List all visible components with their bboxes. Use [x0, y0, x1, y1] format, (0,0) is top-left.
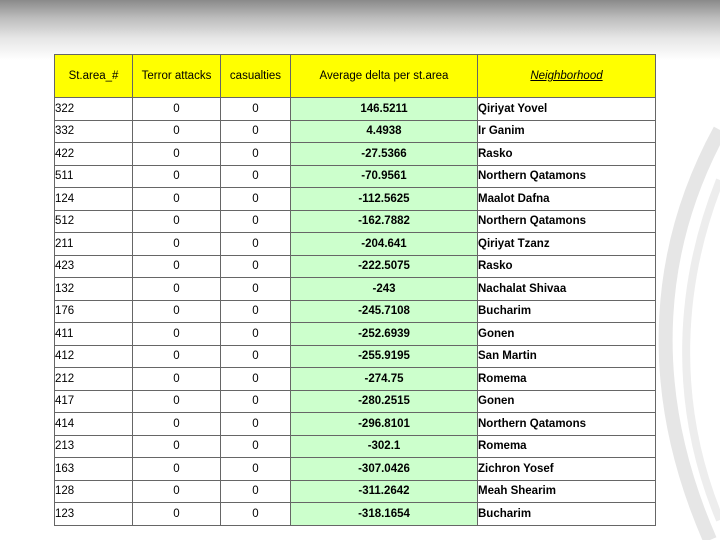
header-neighborhood: Neighborhood — [478, 55, 656, 98]
table-row — [55, 143, 656, 166]
table-row — [55, 345, 656, 368]
cell-terror-attacks: 0 — [133, 480, 221, 503]
cell-area: 411 — [55, 323, 133, 346]
cell-casualties: 0 — [221, 390, 291, 413]
cell-area: 123 — [55, 503, 133, 526]
cell-neighborhood: Nachalat Shivaa — [478, 278, 656, 301]
cell-terror-attacks: 0 — [133, 390, 221, 413]
cell-casualties: 0 — [221, 210, 291, 233]
header-area: St.area_# — [55, 55, 133, 98]
table-row — [55, 480, 656, 503]
cell-area: 422 — [55, 143, 133, 166]
cell-terror-attacks: 0 — [133, 165, 221, 188]
cell-average-delta: -27.5366 — [291, 143, 478, 166]
cell-casualties: 0 — [221, 98, 291, 121]
header-row — [55, 55, 656, 98]
cell-average-delta: -70.9561 — [291, 165, 478, 188]
cell-average-delta: 146.5211 — [291, 98, 478, 121]
cell-average-delta: -307.0426 — [291, 458, 478, 481]
cell-casualties: 0 — [221, 120, 291, 143]
table-row — [55, 233, 656, 256]
cell-neighborhood: Northern Qatamons — [478, 165, 656, 188]
cell-casualties: 0 — [221, 143, 291, 166]
cell-terror-attacks: 0 — [133, 188, 221, 211]
cell-neighborhood: Qiriyat Yovel — [478, 98, 656, 121]
cell-area: 512 — [55, 210, 133, 233]
cell-terror-attacks: 0 — [133, 435, 221, 458]
header-terror-attacks: Terror attacks — [133, 55, 221, 98]
cell-terror-attacks: 0 — [133, 300, 221, 323]
cell-neighborhood: Northern Qatamons — [478, 210, 656, 233]
cell-average-delta: -252.6939 — [291, 323, 478, 346]
cell-area: 212 — [55, 368, 133, 391]
cell-casualties: 0 — [221, 165, 291, 188]
cell-casualties: 0 — [221, 255, 291, 278]
cell-average-delta: -204.641 — [291, 233, 478, 256]
cell-average-delta: -245.7108 — [291, 300, 478, 323]
cell-terror-attacks: 0 — [133, 345, 221, 368]
cell-casualties: 0 — [221, 188, 291, 211]
cell-terror-attacks: 0 — [133, 255, 221, 278]
cell-terror-attacks: 0 — [133, 143, 221, 166]
cell-area: 124 — [55, 188, 133, 211]
cell-neighborhood: Bucharim — [478, 300, 656, 323]
cell-neighborhood: Maalot Dafna — [478, 188, 656, 211]
cell-neighborhood: Gonen — [478, 390, 656, 413]
cell-average-delta: -280.2515 — [291, 390, 478, 413]
cell-average-delta: -302.1 — [291, 435, 478, 458]
table-row — [55, 278, 656, 301]
cell-neighborhood: Rasko — [478, 255, 656, 278]
cell-terror-attacks: 0 — [133, 458, 221, 481]
cell-average-delta: -255.9195 — [291, 345, 478, 368]
cell-terror-attacks: 0 — [133, 233, 221, 256]
neighborhood-table — [54, 54, 656, 526]
table-row — [55, 188, 656, 211]
cell-casualties: 0 — [221, 413, 291, 436]
cell-area: 322 — [55, 98, 133, 121]
cell-average-delta: 4.4938 — [291, 120, 478, 143]
table-row — [55, 435, 656, 458]
cell-terror-attacks: 0 — [133, 120, 221, 143]
cell-area: 423 — [55, 255, 133, 278]
cell-average-delta: -222.5075 — [291, 255, 478, 278]
cell-area: 414 — [55, 413, 133, 436]
header-casualties: casualties — [221, 55, 291, 98]
cell-area: 163 — [55, 458, 133, 481]
cell-area: 176 — [55, 300, 133, 323]
cell-casualties: 0 — [221, 503, 291, 526]
cell-terror-attacks: 0 — [133, 413, 221, 436]
cell-area: 132 — [55, 278, 133, 301]
table-row — [55, 458, 656, 481]
cell-casualties: 0 — [221, 233, 291, 256]
table-row — [55, 368, 656, 391]
table-row — [55, 413, 656, 436]
cell-casualties: 0 — [221, 300, 291, 323]
cell-area: 211 — [55, 233, 133, 256]
table-row — [55, 210, 656, 233]
cell-neighborhood: Qiriyat Tzanz — [478, 233, 656, 256]
cell-neighborhood: Ir Ganim — [478, 120, 656, 143]
cell-area: 511 — [55, 165, 133, 188]
cell-area: 213 — [55, 435, 133, 458]
cell-neighborhood: Zichron Yosef — [478, 458, 656, 481]
cell-area: 417 — [55, 390, 133, 413]
cell-average-delta: -318.1654 — [291, 503, 478, 526]
table-row — [55, 390, 656, 413]
cell-area: 412 — [55, 345, 133, 368]
cell-terror-attacks: 0 — [133, 98, 221, 121]
cell-neighborhood: Northern Qatamons — [478, 413, 656, 436]
cell-neighborhood: Romema — [478, 368, 656, 391]
table-row — [55, 165, 656, 188]
table-row — [55, 323, 656, 346]
header-average-delta: Average delta per st.area — [291, 55, 478, 98]
cell-neighborhood: Rasko — [478, 143, 656, 166]
cell-casualties: 0 — [221, 345, 291, 368]
cell-average-delta: -112.5625 — [291, 188, 478, 211]
cell-neighborhood: Romema — [478, 435, 656, 458]
cell-terror-attacks: 0 — [133, 278, 221, 301]
cell-area: 128 — [55, 480, 133, 503]
cell-average-delta: -243 — [291, 278, 478, 301]
cell-average-delta: -296.8101 — [291, 413, 478, 436]
cell-neighborhood: Meah Shearim — [478, 480, 656, 503]
cell-casualties: 0 — [221, 323, 291, 346]
cell-average-delta: -162.7882 — [291, 210, 478, 233]
cell-neighborhood: Gonen — [478, 323, 656, 346]
cell-casualties: 0 — [221, 458, 291, 481]
table-body — [55, 98, 656, 526]
table-row — [55, 503, 656, 526]
table-row — [55, 98, 656, 121]
cell-casualties: 0 — [221, 435, 291, 458]
cell-terror-attacks: 0 — [133, 210, 221, 233]
table-row — [55, 300, 656, 323]
cell-casualties: 0 — [221, 278, 291, 301]
cell-terror-attacks: 0 — [133, 323, 221, 346]
table-row — [55, 120, 656, 143]
cell-terror-attacks: 0 — [133, 368, 221, 391]
cell-terror-attacks: 0 — [133, 503, 221, 526]
cell-average-delta: -274.75 — [291, 368, 478, 391]
cell-average-delta: -311.2642 — [291, 480, 478, 503]
cell-neighborhood: San Martin — [478, 345, 656, 368]
cell-area: 332 — [55, 120, 133, 143]
cell-neighborhood: Bucharim — [478, 503, 656, 526]
cell-casualties: 0 — [221, 480, 291, 503]
table-row — [55, 255, 656, 278]
cell-casualties: 0 — [221, 368, 291, 391]
